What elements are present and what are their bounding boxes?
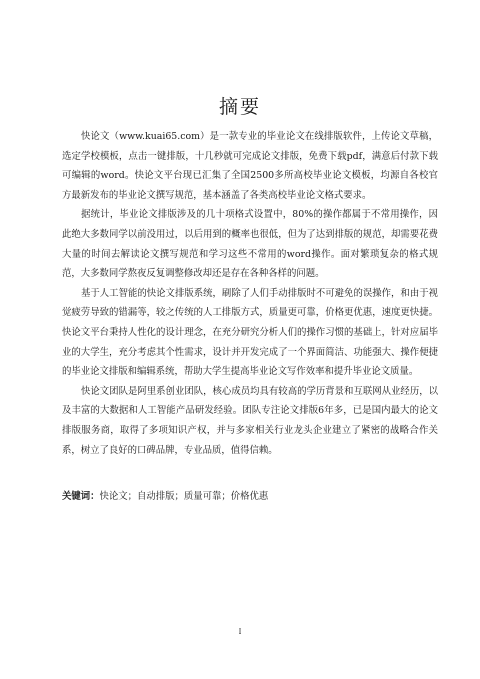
page-number: I: [238, 628, 242, 636]
paragraph-3: 基于人工智能的快论文排版系统，刷除了人们手动排版时不可避免的误操作，和由于视觉疲劳导致的错漏等，较之传统的人工排版方式，质量更可靠，价格更优惠，速度更快捷。快论文平台秉持人性化的设计理念，在充分研究分析人们的操作习惯的基础上，针对应届毕业的大学生，充分考虑其个性需求，设计并开发完成了一个界面简洁、功能强大、操作便捷的毕业论文排版和编辑系统，帮助大学生提高毕业论文写作效率和提升毕业论文质量。: [62, 287, 438, 378]
keywords-line: [62, 487, 438, 506]
paragraph-4: 快论文团队是阿里系创业团队，核心成员均具有较高的学历背景和互联网从业经历，以及丰富的大数据和人工智能产品研发经验。团队专注论文排版6年多，已是国内最大的论文排版服务商，取得了多项知识产权，并与多家相关行业龙头企业建立了紧密的战略合作关系，树立了良好的口碑品牌，专业品质，值得信赖。: [62, 385, 438, 456]
paragraph-1: 快论文（www.kuai65.com）是一款专业的毕业论文在线排版软件，上传论文草稿，选定学校模板，点击一键排版，十几秒就可完成论文排版，免费下载pdf，满意后付款下载可编辑的word。快论文平台现已汇集了全国2500多所高校毕业论文模板，均源自各校官方最新发布的毕业论文撰写规范，基本涵盖了各类高校毕业论文格式要求。: [62, 131, 438, 201]
abstract-title: 摘要: [218, 96, 261, 118]
keywords-text: 快论文；自动排版；质量可靠；价格优惠: [99, 491, 269, 502]
keywords-label: 关键词：: [62, 491, 100, 502]
paragraph-2: 据统计，毕业论文排版涉及的几十项格式设置中，80%的操作都属于不常用操作，因此绝大多数同学以前没用过，以后用到的概率也很低，但为了达到排版的规范，却需要花费大量的时间去解读论文撰写规范和学习这些不常用的word操作。面对繁琐复杂的格式规范，大多数同学熬夜反复调整修改却还是存在各种各样的问题。: [62, 209, 438, 280]
abstract-body: [62, 127, 438, 460]
